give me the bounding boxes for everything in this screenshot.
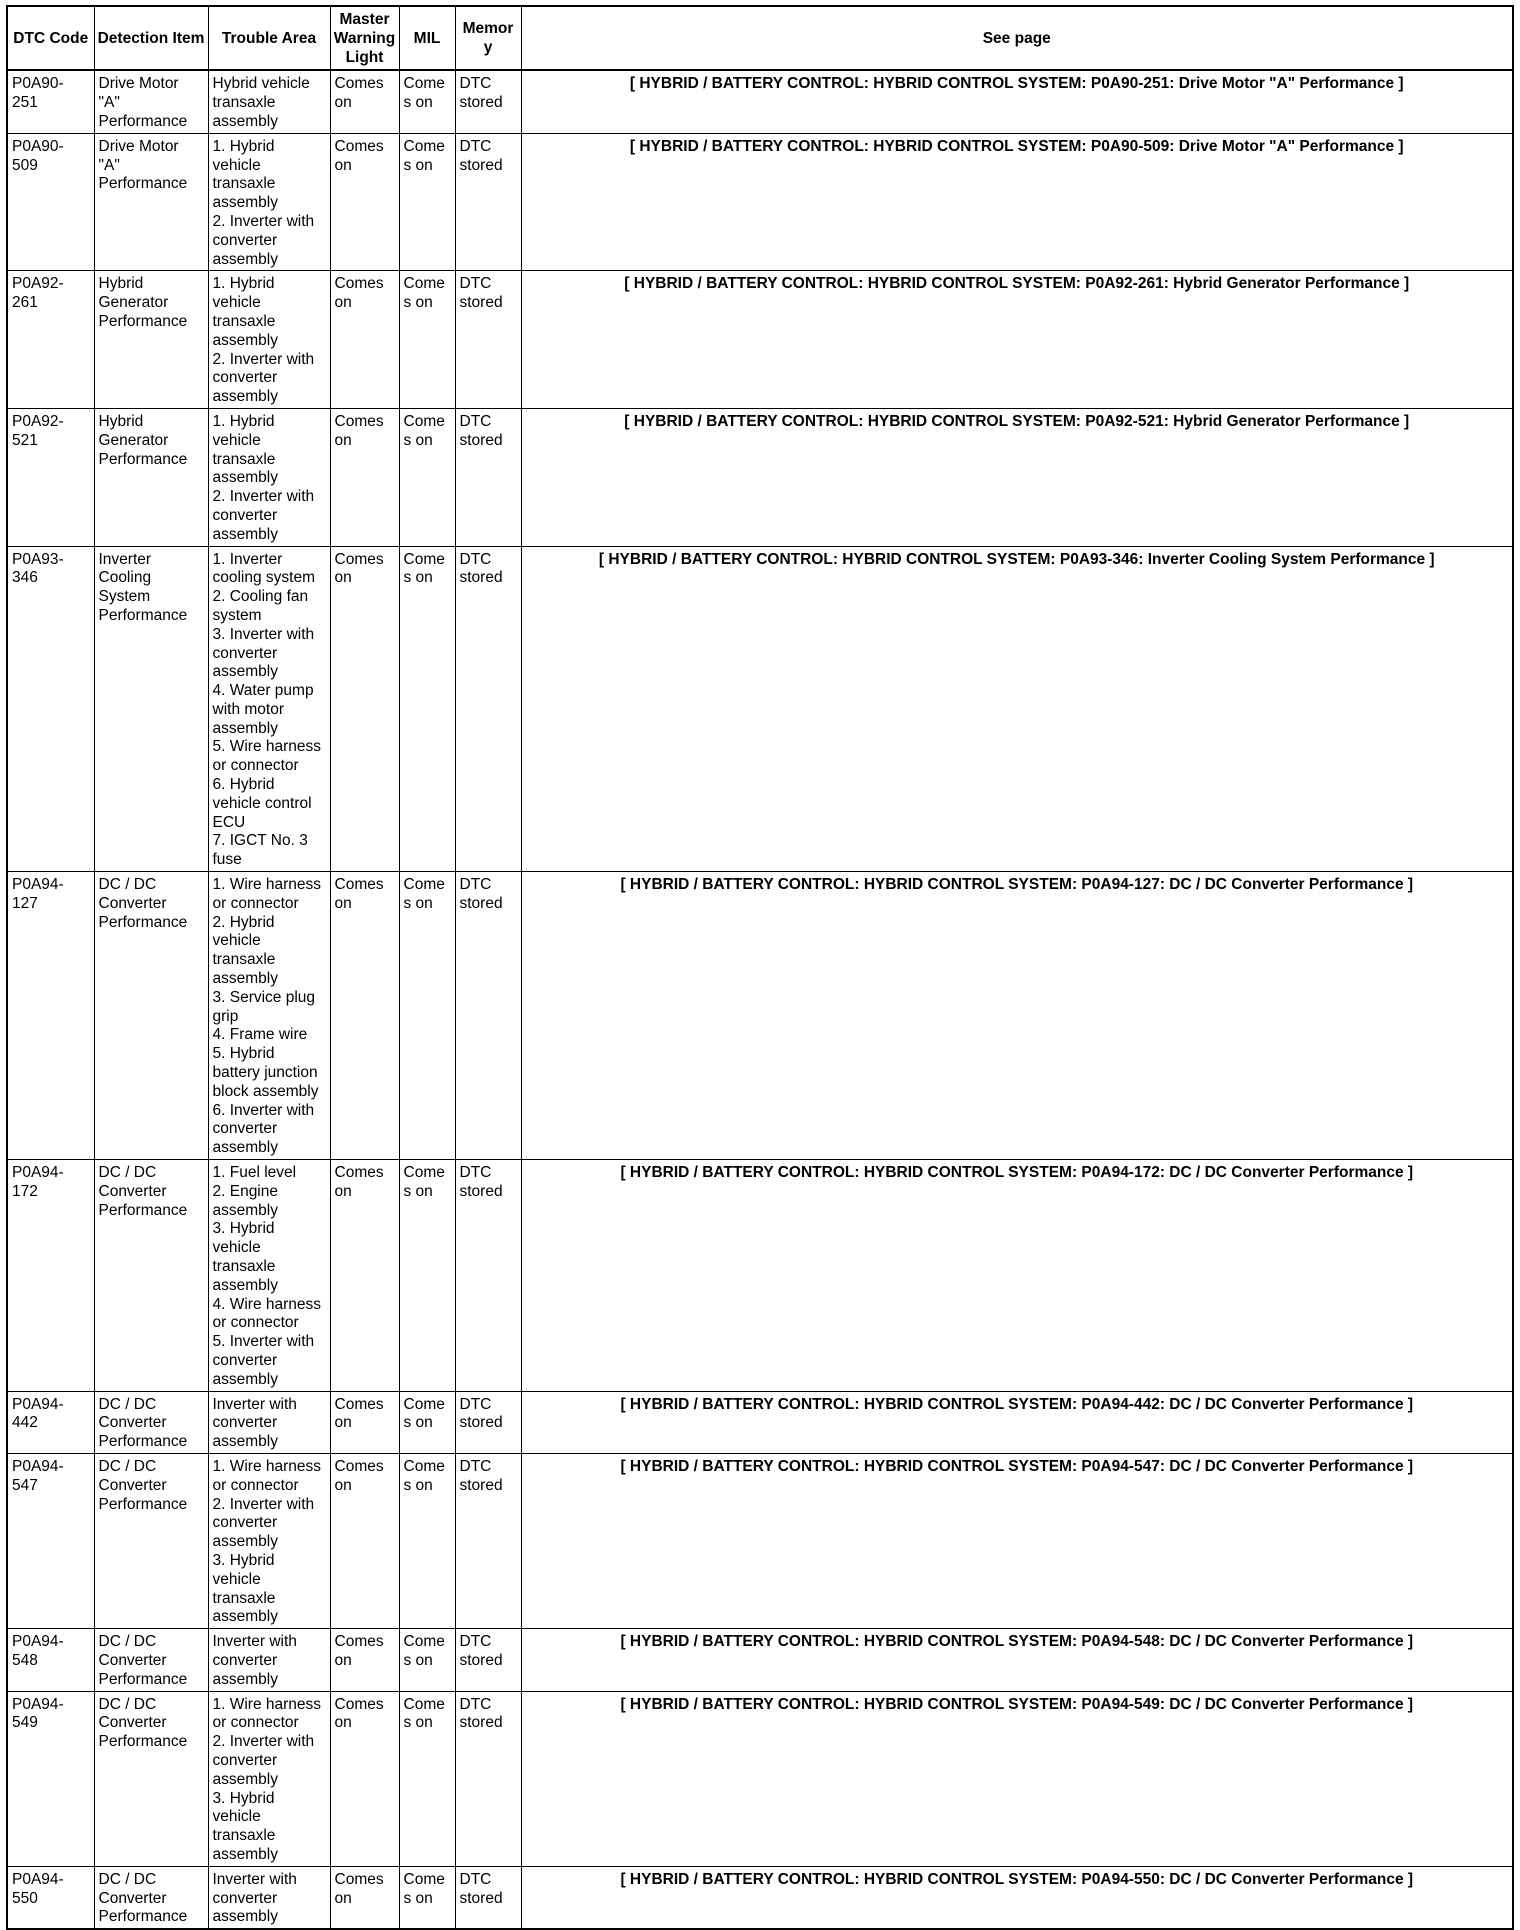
master-warning-cell: Comes on bbox=[330, 133, 399, 271]
detection-item-cell: DC / DC Converter Performance bbox=[94, 1866, 208, 1929]
mil-cell: Comes on bbox=[399, 546, 455, 872]
trouble-area-cell bbox=[208, 1629, 330, 1691]
trouble-area-item: 1. Hybrid vehicle transaxle assembly bbox=[212, 412, 278, 487]
table-row bbox=[7, 1160, 1513, 1392]
master-warning-cell: Comes on bbox=[330, 546, 399, 872]
header-row bbox=[7, 6, 1513, 70]
table-row bbox=[7, 271, 1513, 409]
dtc-code-cell: P0A92-521 bbox=[7, 408, 94, 546]
see-page-cell bbox=[521, 872, 1513, 1160]
see-page-cell bbox=[521, 1160, 1513, 1392]
trouble-area-item: 2. Hybrid vehicle transaxle assembly bbox=[212, 913, 278, 988]
detection-item-cell: DC / DC Converter Performance bbox=[94, 1629, 208, 1691]
mil-cell: Comes on bbox=[399, 133, 455, 271]
table-row bbox=[7, 1691, 1513, 1866]
table-row bbox=[7, 872, 1513, 1160]
trouble-area-item: 3. Hybrid vehicle transaxle assembly bbox=[212, 1789, 278, 1863]
detection-item-cell: DC / DC Converter Performance bbox=[94, 872, 208, 1160]
table-row bbox=[7, 1391, 1513, 1453]
memory-cell: DTC stored bbox=[455, 1691, 521, 1866]
mil-cell: Comes on bbox=[399, 1453, 455, 1628]
trouble-area-item: Inverter with converter assembly bbox=[212, 1395, 297, 1451]
trouble-area-item: 3. Hybrid vehicle transaxle assembly bbox=[212, 1220, 278, 1294]
trouble-area-item: 2. Inverter with converter assembly bbox=[212, 488, 315, 543]
master-warning-cell: Comes on bbox=[330, 70, 399, 133]
trouble-area-item: 6. Hybrid vehicle control ECU bbox=[212, 776, 312, 831]
mil-cell: Comes on bbox=[399, 1391, 455, 1453]
trouble-area-item: 1. Hybrid vehicle transaxle assembly bbox=[212, 275, 278, 349]
master-warning-cell: Comes on bbox=[330, 872, 399, 1160]
see-page-link[interactable]: [ HYBRID / BATTERY CONTROL: HYBRID CONTROL SYSTEM: P0A90-251: Drive Motor "A" Performance ] bbox=[629, 75, 1404, 93]
detection-item-cell: DC / DC Converter Performance bbox=[94, 1391, 208, 1453]
trouble-area-item: 2. Cooling fan system bbox=[212, 588, 309, 624]
trouble-area-item: Inverter with converter assembly bbox=[212, 1633, 297, 1688]
trouble-area-cell bbox=[208, 1453, 330, 1628]
trouble-area-item: 3. Hybrid vehicle transaxle assembly bbox=[212, 1551, 278, 1626]
memory-cell: DTC stored bbox=[455, 1160, 521, 1392]
table-row bbox=[7, 133, 1513, 271]
mil-cell: Comes on bbox=[399, 1160, 455, 1392]
see-page-link[interactable]: [ HYBRID / BATTERY CONTROL: HYBRID CONTROL SYSTEM: P0A90-509: Drive Motor "A" Performance ] bbox=[629, 137, 1404, 155]
trouble-area-item: 1. Wire harness or connector bbox=[212, 1457, 322, 1494]
header-detection-item: Detection Item bbox=[94, 6, 208, 70]
dtc-code-cell: P0A94-549 bbox=[7, 1691, 94, 1866]
dtc-code-cell: P0A94-172 bbox=[7, 1160, 94, 1392]
detection-item-cell: DC / DC Converter Performance bbox=[94, 1160, 208, 1392]
trouble-area-item: 5. Hybrid battery junction block assembly bbox=[212, 1045, 319, 1100]
dtc-code-cell: P0A94-127 bbox=[7, 872, 94, 1160]
dtc-code-cell: P0A94-547 bbox=[7, 1453, 94, 1628]
trouble-area-item: 3. Service plug grip bbox=[212, 988, 316, 1025]
master-warning-cell: Comes on bbox=[330, 408, 399, 546]
memory-cell: DTC stored bbox=[455, 271, 521, 409]
mil-cell: Comes on bbox=[399, 1629, 455, 1691]
master-warning-cell: Comes on bbox=[330, 1691, 399, 1866]
see-page-cell bbox=[521, 408, 1513, 546]
see-page-link[interactable]: [ HYBRID / BATTERY CONTROL: HYBRID CONTROL SYSTEM: P0A92-521: Hybrid Generator Performance ] bbox=[624, 412, 1410, 430]
trouble-area-item: 2. Inverter with converter assembly bbox=[212, 1733, 315, 1788]
table-row bbox=[7, 1866, 1513, 1929]
see-page-link[interactable]: [ HYBRID / BATTERY CONTROL: HYBRID CONTROL SYSTEM: P0A94-550: DC / DC Converter Performance ] bbox=[620, 1870, 1414, 1888]
master-warning-cell: Comes on bbox=[330, 1391, 399, 1453]
dtc-code-cell: P0A94-442 bbox=[7, 1391, 94, 1453]
see-page-link[interactable]: [ HYBRID / BATTERY CONTROL: HYBRID CONTROL SYSTEM: P0A94-548: DC / DC Converter Performance ] bbox=[620, 1633, 1414, 1651]
dtc-code-cell: P0A94-548 bbox=[7, 1629, 94, 1691]
memory-cell: DTC stored bbox=[455, 546, 521, 872]
trouble-area-cell bbox=[208, 271, 330, 409]
memory-cell: DTC stored bbox=[455, 408, 521, 546]
detection-item-cell: DC / DC Converter Performance bbox=[94, 1453, 208, 1628]
trouble-area-item: 2. Inverter with converter assembly bbox=[212, 1495, 315, 1551]
trouble-area-item: 1. Inverter cooling system bbox=[212, 550, 316, 587]
trouble-area-item: 6. Inverter with converter assembly bbox=[212, 1101, 315, 1157]
trouble-area-cell bbox=[208, 1391, 330, 1453]
memory-cell: DTC stored bbox=[455, 1391, 521, 1453]
header-master-warning-light: Master Warning Light bbox=[330, 6, 399, 70]
memory-cell: DTC stored bbox=[455, 133, 521, 271]
detection-item-cell: Drive Motor "A" Performance bbox=[94, 133, 208, 271]
see-page-link[interactable]: [ HYBRID / BATTERY CONTROL: HYBRID CONTROL SYSTEM: P0A94-172: DC / DC Converter Performance ] bbox=[620, 1164, 1414, 1182]
header-memory: Memory bbox=[455, 6, 521, 70]
detection-item-cell: Drive Motor "A" Performance bbox=[94, 70, 208, 133]
see-page-link[interactable]: [ HYBRID / BATTERY CONTROL: HYBRID CONTROL SYSTEM: P0A94-127: DC / DC Converter Performance ] bbox=[620, 876, 1414, 894]
dtc-code-cell: P0A90-251 bbox=[7, 70, 94, 133]
see-page-cell bbox=[521, 1453, 1513, 1628]
trouble-area-cell bbox=[208, 1160, 330, 1392]
dtc-code-cell: P0A94-550 bbox=[7, 1866, 94, 1929]
mil-cell: Comes on bbox=[399, 70, 455, 133]
detection-item-cell: Hybrid Generator Performance bbox=[94, 408, 208, 546]
mil-cell: Comes on bbox=[399, 408, 455, 546]
header-see-page: See page bbox=[521, 6, 1513, 70]
table-row bbox=[7, 1453, 1513, 1628]
detection-item-cell: Hybrid Generator Performance bbox=[94, 271, 208, 409]
trouble-area-cell bbox=[208, 408, 330, 546]
see-page-link[interactable]: [ HYBRID / BATTERY CONTROL: HYBRID CONTROL SYSTEM: P0A92-261: Hybrid Generator Performance ] bbox=[624, 275, 1410, 293]
dtc-code-cell: P0A93-346 bbox=[7, 546, 94, 872]
header-dtc-code: DTC Code bbox=[7, 6, 94, 70]
memory-cell: DTC stored bbox=[455, 1453, 521, 1628]
trouble-area-item: 5. Inverter with converter assembly bbox=[212, 1333, 315, 1388]
trouble-area-item: 4. Frame wire bbox=[212, 1026, 308, 1044]
dtc-code-cell: P0A92-261 bbox=[7, 271, 94, 409]
memory-cell: DTC stored bbox=[455, 70, 521, 133]
see-page-link[interactable]: [ HYBRID / BATTERY CONTROL: HYBRID CONTROL SYSTEM: P0A94-547: DC / DC Converter Performance ] bbox=[620, 1457, 1414, 1475]
trouble-area-cell bbox=[208, 133, 330, 271]
trouble-area-item: 4. Wire harness or connector bbox=[212, 1295, 322, 1332]
master-warning-cell: Comes on bbox=[330, 271, 399, 409]
memory-cell: DTC stored bbox=[455, 1629, 521, 1691]
see-page-cell bbox=[521, 271, 1513, 409]
mil-cell: Comes on bbox=[399, 872, 455, 1160]
see-page-link[interactable]: [ HYBRID / BATTERY CONTROL: HYBRID CONTROL SYSTEM: P0A94-549: DC / DC Converter Performance ] bbox=[620, 1695, 1414, 1713]
detection-item-cell: DC / DC Converter Performance bbox=[94, 1691, 208, 1866]
mil-cell: Comes on bbox=[399, 271, 455, 409]
master-warning-cell: Comes on bbox=[330, 1866, 399, 1929]
see-page-link[interactable]: [ HYBRID / BATTERY CONTROL: HYBRID CONTROL SYSTEM: P0A94-442: DC / DC Converter Performance ] bbox=[620, 1395, 1414, 1413]
see-page-cell bbox=[521, 1391, 1513, 1453]
trouble-area-item: Inverter with converter assembly bbox=[212, 1870, 297, 1926]
trouble-area-cell bbox=[208, 546, 330, 872]
master-warning-cell: Comes on bbox=[330, 1160, 399, 1392]
trouble-area-item: Hybrid vehicle transaxle assembly bbox=[212, 75, 310, 130]
header-trouble-area: Trouble Area bbox=[208, 6, 330, 70]
table-body bbox=[7, 70, 1513, 1929]
trouble-area-cell bbox=[208, 872, 330, 1160]
trouble-area-item: 2. Inverter with converter assembly bbox=[212, 212, 315, 268]
mil-cell: Comes on bbox=[399, 1691, 455, 1866]
table-row bbox=[7, 1629, 1513, 1691]
see-page-cell bbox=[521, 1691, 1513, 1866]
trouble-area-item: 2. Inverter with converter assembly bbox=[212, 350, 315, 406]
trouble-area-cell bbox=[208, 1866, 330, 1929]
trouble-area-item: 1. Wire harness or connector bbox=[212, 876, 322, 912]
mil-cell: Comes on bbox=[399, 1866, 455, 1929]
trouble-area-item: 3. Inverter with converter assembly bbox=[212, 625, 315, 681]
see-page-link[interactable]: [ HYBRID / BATTERY CONTROL: HYBRID CONTROL SYSTEM: P0A93-346: Inverter Cooling System Performance ] bbox=[598, 550, 1435, 568]
trouble-area-item: 1. Wire harness or connector bbox=[212, 1695, 322, 1732]
master-warning-cell: Comes on bbox=[330, 1629, 399, 1691]
trouble-area-item: 5. Wire harness or connector bbox=[212, 738, 322, 775]
trouble-area-item: 1. Hybrid vehicle transaxle assembly bbox=[212, 137, 278, 212]
memory-cell: DTC stored bbox=[455, 872, 521, 1160]
trouble-area-item: 2. Engine assembly bbox=[212, 1182, 278, 1219]
master-warning-cell: Comes on bbox=[330, 1453, 399, 1628]
see-page-cell bbox=[521, 1866, 1513, 1929]
dtc-table bbox=[6, 5, 1514, 1930]
see-page-cell bbox=[521, 133, 1513, 271]
trouble-area-cell bbox=[208, 1691, 330, 1866]
trouble-area-item: 7. IGCT No. 3 fuse bbox=[212, 832, 308, 869]
memory-cell: DTC stored bbox=[455, 1866, 521, 1929]
dtc-code-cell: P0A90-509 bbox=[7, 133, 94, 271]
see-page-cell bbox=[521, 546, 1513, 872]
trouble-area-item: 4. Water pump with motor assembly bbox=[212, 682, 314, 737]
trouble-area-item: 1. Fuel level bbox=[212, 1164, 297, 1182]
see-page-cell bbox=[521, 1629, 1513, 1691]
detection-item-cell: Inverter Cooling System Performance bbox=[94, 546, 208, 872]
table-row bbox=[7, 408, 1513, 546]
table-row bbox=[7, 546, 1513, 872]
header-mil: MIL bbox=[399, 6, 455, 70]
see-page-cell bbox=[521, 70, 1513, 133]
table-row bbox=[7, 70, 1513, 133]
trouble-area-cell bbox=[208, 70, 330, 133]
